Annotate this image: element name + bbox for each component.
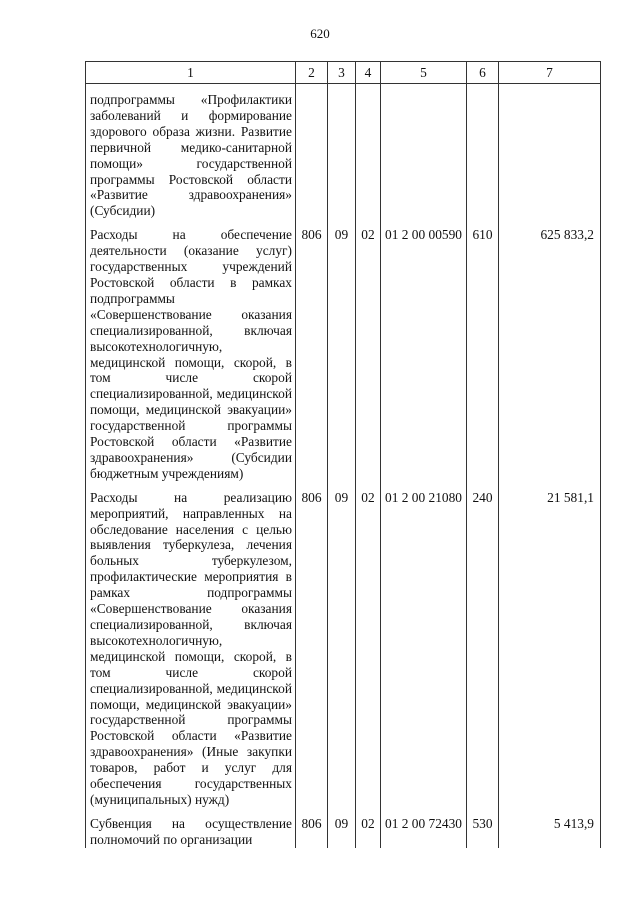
table-row <box>86 816 601 848</box>
row-description: Расходы на обеспечение деятельности (оказание услуг) государственных учреждений Ростовской области в рамках подпрограммы «Совершенствование оказания специализированной, включая высокотехнологичную, медицинской помощи, скорой, в том числе скорой специализированной, медицинской помощи, медицинской эвакуации» государственной программы Ростовской области «Развитие здравоохранения» (Субсидии бюджетным учреждениям) <box>86 227 296 482</box>
row-ministry-code: 806 <box>296 816 328 848</box>
row-section-code: 09 <box>328 816 356 848</box>
row-amount: 5 413,9 <box>499 816 601 848</box>
header-row <box>86 62 601 84</box>
table-row <box>86 490 601 808</box>
column-header-7: 7 <box>499 62 601 84</box>
row-subsection-code: 02 <box>356 490 381 808</box>
row-expense-type-code: 240 <box>467 490 499 808</box>
spacer-row <box>86 808 601 816</box>
column-header-3: 3 <box>328 62 356 84</box>
row-target-code: 01 2 00 21080 <box>381 490 467 808</box>
row-ministry-code: 806 <box>296 490 328 808</box>
page-number: 620 <box>310 26 330 41</box>
row-expense-type-code: 610 <box>467 227 499 482</box>
spacer-row <box>86 84 601 93</box>
row-amount: 625 833,2 <box>499 227 601 482</box>
row-description: Субвенция на осуществление полномочий по организации <box>86 816 296 848</box>
budget-table <box>85 61 601 848</box>
column-header-5: 5 <box>381 62 467 84</box>
row-subsection-code: 02 <box>356 816 381 848</box>
column-header-2: 2 <box>296 62 328 84</box>
row-ministry-code: 806 <box>296 227 328 482</box>
row-target-code <box>381 92 467 219</box>
row-target-code: 01 2 00 00590 <box>381 227 467 482</box>
row-description: подпрограммы «Профилактики заболеваний и формирование здорового образа жизни. Развитие первичной медико-санитарной помощи» государственной программы Ростовской области «Развитие здравоохранения» (Субсидии) <box>86 92 296 219</box>
column-header-1: 1 <box>86 62 296 84</box>
row-subsection-code: 02 <box>356 227 381 482</box>
row-ministry-code <box>296 92 328 219</box>
row-section-code <box>328 92 356 219</box>
column-header-6: 6 <box>467 62 499 84</box>
row-section-code: 09 <box>328 227 356 482</box>
row-target-code: 01 2 00 72430 <box>381 816 467 848</box>
row-section-code: 09 <box>328 490 356 808</box>
table-body <box>86 84 601 848</box>
row-subsection-code <box>356 92 381 219</box>
row-amount <box>499 92 601 219</box>
spacer-row <box>86 219 601 227</box>
table-row <box>86 92 601 219</box>
row-amount: 21 581,1 <box>499 490 601 808</box>
table-header <box>86 62 601 84</box>
row-description: Расходы на реализацию мероприятий, направленных на обследование населения с целью выявления туберкулеза, лечения больных туберкулезом, профилактические мероприятия в рамках подпрограммы «Совершенствование оказания специализированной, включая высокотехнологичную, медицинской помощи, скорой, в том числе скорой специализированной, медицинской помощи, медицинской эвакуации» государственной программы Ростовской области «Развитие здравоохранения» (Иные закупки товаров, работ и услуг для обеспечения государственных (муниципальных) нужд) <box>86 490 296 808</box>
column-header-4: 4 <box>356 62 381 84</box>
table-row <box>86 227 601 482</box>
row-expense-type-code <box>467 92 499 219</box>
row-expense-type-code: 530 <box>467 816 499 848</box>
spacer-row <box>86 482 601 490</box>
